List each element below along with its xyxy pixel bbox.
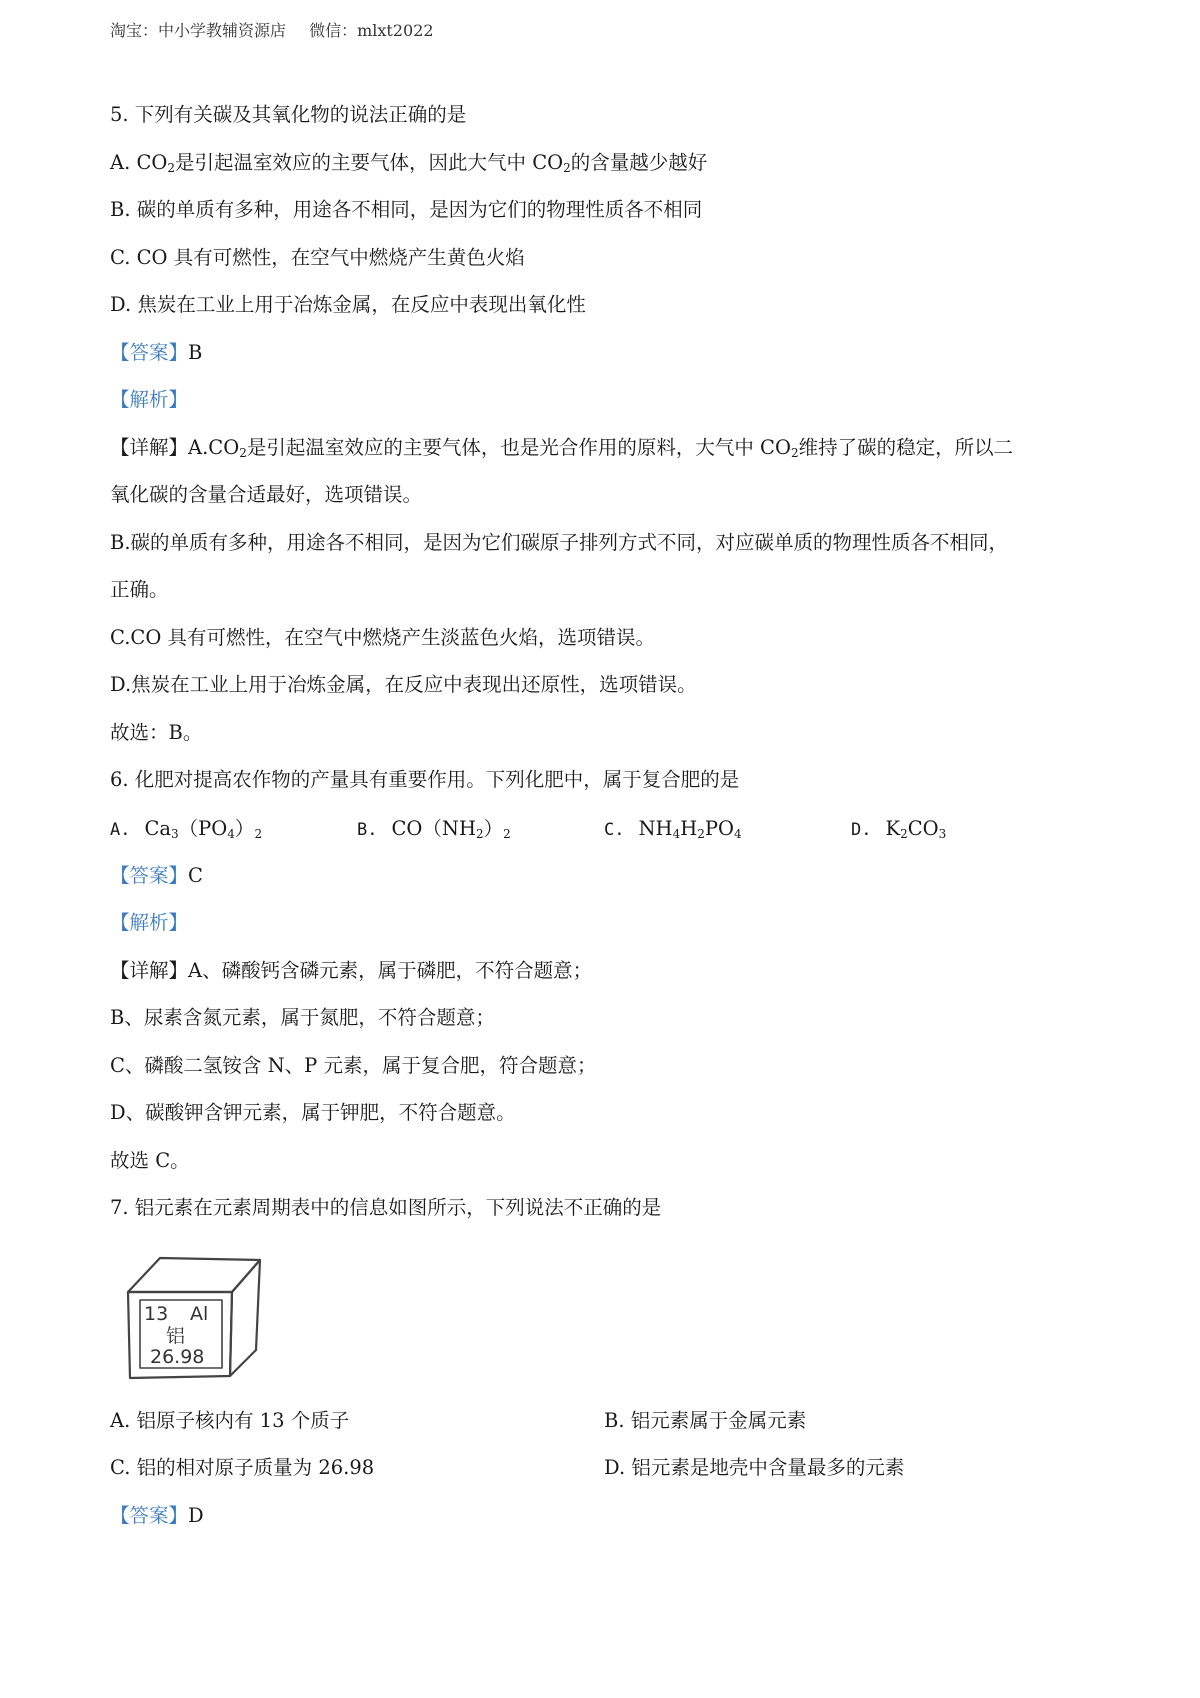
- q5-analysis-tag: 【解析】: [110, 388, 189, 411]
- q6-stem: 6. 化肥对提高农作物的产量具有重要作用。下列化肥中，属于复合肥的是: [110, 768, 740, 791]
- q6-analysis-tag: 【解析】: [110, 911, 189, 934]
- q6-detail-b: B、尿素含氮元素，属于氮肥，不符合题意；: [110, 1006, 495, 1029]
- q5-detail-a-2: 氧化碳的含量合适最好，选项错误。: [110, 483, 423, 506]
- shop-name: 淘宝：中小学教辅资源店: [110, 21, 287, 40]
- q5-option-a: A. $CO_2$是引起温室效应的主要气体，因此大气中 $CO_2$的含量越少越好: [110, 151, 708, 175]
- q7-option-b: B. 铝元素属于金属元素: [604, 1409, 807, 1432]
- q5-detail-d: D.焦炭在工业上用于冶炼金属，在反应中表现出还原性，选项错误。: [110, 673, 697, 696]
- q5-conclusion: 故选：B。: [110, 721, 203, 744]
- q7-option-c: C. 铝的相对原子质量为 26.98: [110, 1456, 375, 1479]
- q7-option-a: A. 铝原子核内有 13 个质子: [110, 1409, 350, 1432]
- cell-element-name: 铝: [166, 1325, 186, 1347]
- aluminum-periodic-cell-figure: [120, 1250, 265, 1380]
- q6-detail-c: C、磷酸二氢铵含 N、P 元素，属于复合肥，符合题意；: [110, 1054, 597, 1077]
- q7-answer: 【答案】D: [110, 1504, 204, 1527]
- cell-atomic-number: 13: [144, 1303, 169, 1325]
- q5-option-b: B. 碳的单质有多种，用途各不相同，是因为它们的物理性质各不相同: [110, 198, 703, 221]
- q5-detail-c: C.CO 具有可燃性，在空气中燃烧产生淡蓝色火焰，选项错误。: [110, 626, 656, 649]
- q5-detail-b-2: 正确。: [110, 578, 169, 601]
- q6-option-a: A. $Ca_3(PO_4)_2$: [110, 817, 263, 841]
- q6-option-d: D. $K_2CO_3$: [851, 817, 947, 841]
- q5-option-d: D. 焦炭在工业上用于冶炼金属，在反应中表现出氧化性: [110, 293, 586, 316]
- q6-detail-d: D、碳酸钾含钾元素，属于钾肥，不符合题意。: [110, 1101, 516, 1124]
- cell-symbol: Al: [190, 1303, 209, 1325]
- q7-stem: 7. 铝元素在元素周期表中的信息如图所示，下列说法不正确的是: [110, 1196, 662, 1219]
- q5-stem: 5. 下列有关碳及其氧化物的说法正确的是: [110, 103, 467, 126]
- q7-option-d: D. 铝元素是地壳中含量最多的元素: [604, 1456, 905, 1479]
- q5-option-c: C. CO 具有可燃性，在空气中燃烧产生黄色火焰: [110, 246, 525, 269]
- q6-answer: 【答案】C: [110, 864, 203, 887]
- q6-detail-a: 【详解】A、磷酸钙含磷元素，属于磷肥，不符合题意；: [110, 959, 593, 982]
- cell-atomic-mass: 26.98: [150, 1346, 205, 1368]
- q5-answer: 【答案】B: [110, 341, 203, 364]
- q6-option-c: C. $NH_4H_2PO_4$: [604, 817, 742, 841]
- q5-detail-b-1: B.碳的单质有多种，用途各不相同，是因为它们碳原子排列方式不同，对应碳单质的物理性质各不相同，: [110, 531, 1009, 554]
- q5-detail-a-1: 【详解】$A.CO_2$是引起温室效应的主要气体，也是光合作用的原料，大气中 $CO_2$维持了碳的稳定，所以二: [110, 436, 1014, 460]
- q6-option-b: B. $CO(NH_2)_2$: [357, 817, 511, 841]
- q6-conclusion: 故选 C。: [110, 1149, 190, 1172]
- wechat-id: 微信：mlxt2022: [309, 21, 434, 40]
- page-header: [110, 18, 434, 41]
